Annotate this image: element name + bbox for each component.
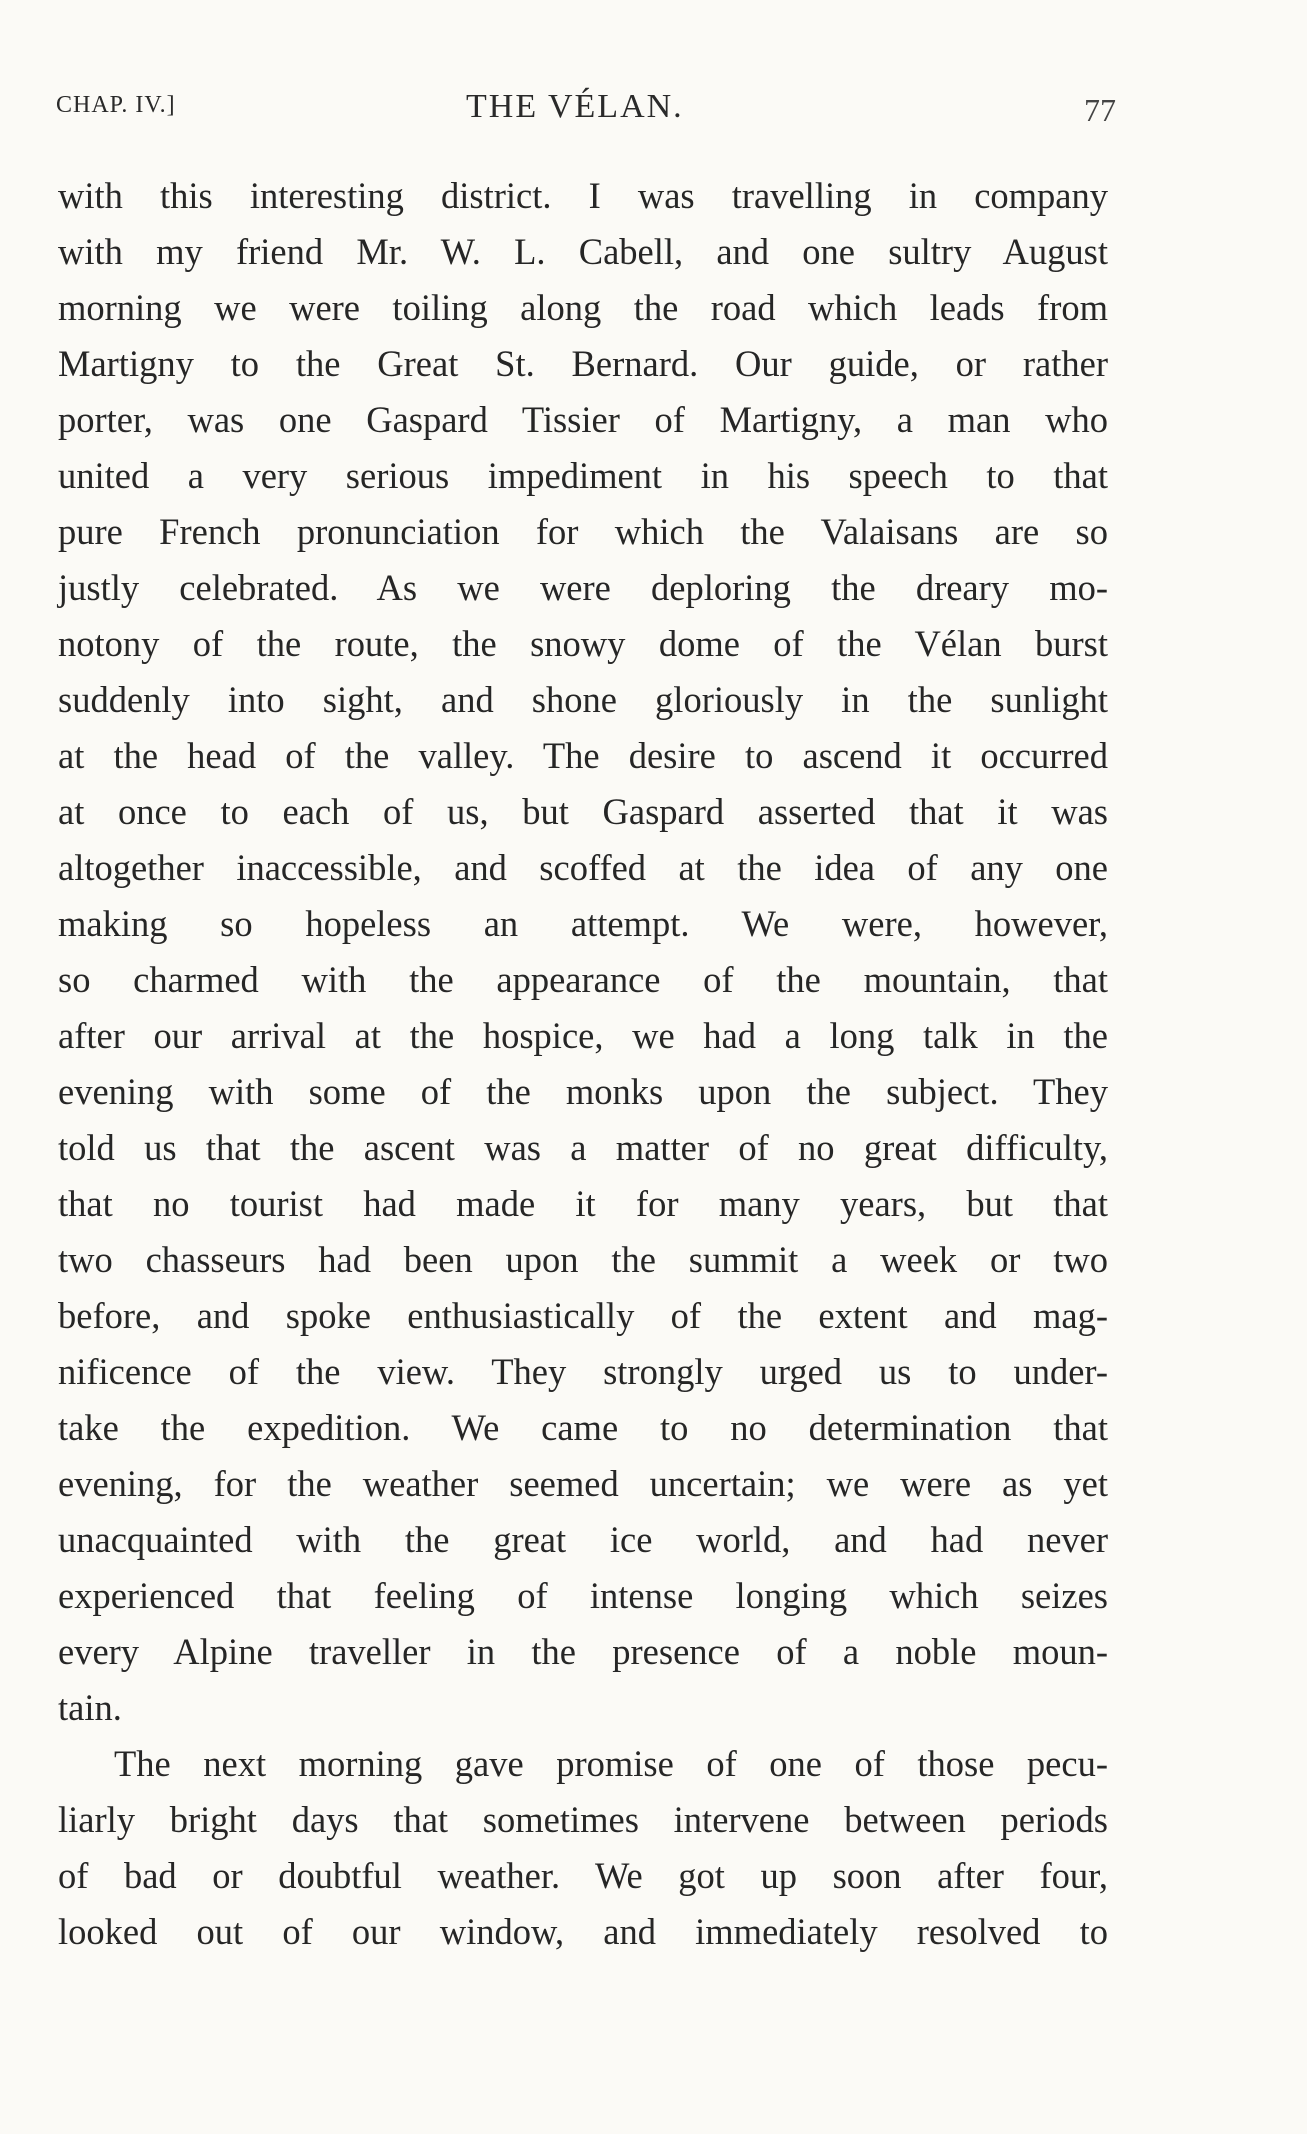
- text-line: told us that the ascent was a matter of no great difficulty,: [58, 1127, 1108, 1168]
- text-line: two chasseurs had been upon the summit a week or two: [58, 1239, 1108, 1280]
- text-line: liarly bright days that sometimes intervene between periods: [58, 1799, 1108, 1840]
- paragraph-2: [58, 1736, 1108, 1960]
- running-head: [56, 88, 1116, 128]
- body-text: [58, 168, 1108, 1960]
- text-line: Martigny to the Great St. Bernard. Our guide, or rather: [58, 343, 1108, 384]
- text-line: every Alpine traveller in the presence of a noble moun-: [58, 1631, 1108, 1672]
- text-line: tain.: [58, 1687, 122, 1728]
- text-line: unacquainted with the great ice world, and had never: [58, 1519, 1108, 1560]
- text-line: pure French pronunciation for which the Valaisans are so: [58, 511, 1108, 552]
- paragraph-1: [58, 168, 1108, 1736]
- text-line: making so hopeless an attempt. We were, however,: [58, 903, 1108, 944]
- text-line: before, and spoke enthusiastically of the extent and mag-: [58, 1295, 1108, 1336]
- text-line: The next morning gave promise of one of those pecu-: [114, 1743, 1108, 1784]
- text-line: so charmed with the appearance of the mountain, that: [58, 959, 1108, 1000]
- text-line: take the expedition. We came to no determination that: [58, 1407, 1108, 1448]
- text-line: porter, was one Gaspard Tissier of Martigny, a man who: [58, 399, 1108, 440]
- text-line: evening, for the weather seemed uncertain; we were as yet: [58, 1463, 1108, 1504]
- chapter-label: CHAP. IV.]: [56, 92, 176, 118]
- text-line: at once to each of us, but Gaspard asserted that it was: [58, 791, 1108, 832]
- text-line: at the head of the valley. The desire to ascend it occurred: [58, 735, 1108, 776]
- text-line: altogether inaccessible, and scoffed at the idea of any one: [58, 847, 1108, 888]
- text-line: united a very serious impediment in his speech to that: [58, 455, 1108, 496]
- page-number: 77: [1084, 92, 1116, 128]
- text-line: notony of the route, the snowy dome of the Vélan burst: [58, 623, 1108, 664]
- running-title: THE VÉLAN.: [466, 88, 684, 125]
- text-line: evening with some of the monks upon the subject. They: [58, 1071, 1108, 1112]
- text-line: with this interesting district. I was travelling in company: [58, 175, 1108, 216]
- text-line: nificence of the view. They strongly urged us to under-: [58, 1351, 1108, 1392]
- text-line: morning we were toiling along the road which leads from: [58, 287, 1108, 328]
- text-line: suddenly into sight, and shone gloriously in the sunlight: [58, 679, 1108, 720]
- text-line: with my friend Mr. W. L. Cabell, and one sultry August: [58, 231, 1108, 272]
- text-line: that no tourist had made it for many years, but that: [58, 1183, 1108, 1224]
- text-line: after our arrival at the hospice, we had a long talk in the: [58, 1015, 1108, 1056]
- text-line: justly celebrated. As we were deploring the dreary mo-: [58, 567, 1108, 608]
- text-line: looked out of our window, and immediately resolved to: [58, 1911, 1108, 1952]
- text-line: of bad or doubtful weather. We got up soon after four,: [58, 1855, 1108, 1896]
- text-line: experienced that feeling of intense longing which seizes: [58, 1575, 1108, 1616]
